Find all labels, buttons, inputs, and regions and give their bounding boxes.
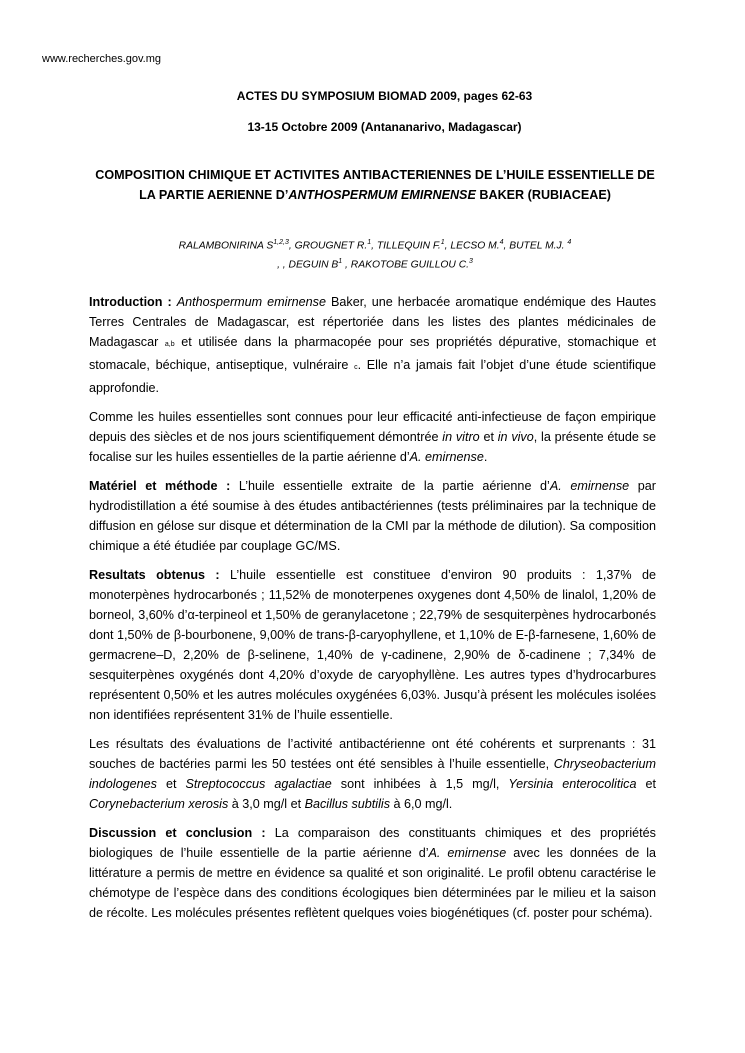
antibacterial-paragraph: [89, 734, 656, 814]
website-url: www.recherches.gov.mg: [42, 53, 162, 65]
context-text-2: et: [479, 430, 498, 444]
author-list: [90, 235, 660, 274]
author-4-affil: 4: [499, 239, 504, 246]
context-text-3: , la présente étude se focalise sur les huiles essentielles de la partie aérienne d’: [89, 430, 656, 464]
conclusion-paragraph: [89, 823, 656, 923]
methods-text-1: L’huile essentielle extraite de la partie aérienne d’: [230, 479, 550, 493]
introduction-heading: Introduction :: [89, 295, 172, 309]
symposium-dates: [12, 120, 745, 135]
introduction-paragraph: [89, 292, 656, 398]
author-2-affil: 1: [367, 239, 372, 246]
title-species: ANTHOSPERMUM EMIRNENSE: [288, 188, 476, 202]
in-vivo: in vivo: [497, 430, 534, 444]
methods-species: A. emirnense: [549, 479, 630, 493]
results-paragraph: [89, 565, 656, 725]
author-4: , LECSO M.: [444, 240, 500, 252]
context-species: A. emirnense: [409, 450, 484, 464]
species-yersinia: Yersinia enterocolitica: [508, 777, 637, 791]
proceedings-title: ACTES DU SYMPOSIUM BIOMAD 2009, pages 62-63: [236, 89, 533, 103]
author-7-affil: 3: [469, 258, 473, 266]
species-chryseobacterium: Chryseobacterium indologenes: [89, 757, 656, 791]
conclusion-text-1: La comparaison des constituants chimiques et des propriétés biologiques de l’huile essentielle de la partie aérienne d’: [89, 826, 656, 860]
antibacterial-text-3: sont inhibées à 1,5 mg/l,: [331, 777, 509, 791]
antibacterial-text-6: à 6,0 mg/l.: [390, 797, 453, 811]
conclusion-species: A. emirnense: [428, 846, 507, 860]
dates-text: 13-15 Octobre 2009 (Antananarivo, Madagascar): [247, 120, 522, 134]
author-6: , , DEGUIN B: [277, 259, 339, 271]
author-6-affil: 1: [338, 258, 343, 266]
species-bacillus: Bacillus subtilis: [304, 797, 390, 811]
author-3-affil: 1: [440, 239, 445, 246]
species-streptococcus: Streptococcus agalactiae: [185, 777, 332, 791]
antibacterial-text-4: et: [636, 777, 656, 791]
paper-title: [90, 165, 660, 205]
antibacterial-text-2: et: [156, 777, 186, 791]
methods-heading: Matériel et méthode :: [89, 479, 231, 493]
conclusion-text-2: avec les données de la littérature a permis de mettre en évidence sa qualité et son originalité. Le profil obtenu caractérise le chémotype de l’espèce dans des conditions écologiques bien déterminées par le milieu et la saison de récolte. Les molécules présentes reflètent quelques voies biogénétiques (cf. poster pour schéma).: [89, 846, 657, 920]
conclusion-heading: Discussion et conclusion :: [89, 826, 266, 840]
author-1-affil: 1,2,3: [273, 239, 289, 246]
intro-text-1: Baker, une herbacée aromatique endémique des Hautes Terres Centrales de Madagascar, est répertoriée dans les listes des plantes médicinales de Madagascar: [89, 295, 656, 349]
methods-text-2: par hydrodistillation a été soumise à des études antibactériennes (tests préliminaires par la technique de diffusion en gélose sur disque et détermination de la CMI par la méthode de dilution). Sa composition chimique a été étudiée par couplage GC/MS.: [89, 479, 656, 553]
results-text: L’huile essentielle est constituee d’environ 90 produits : 1,37% de monoterpènes hydrocarbonés ; 11,52% de monoterpenes oxygenes dont 4,50% de linalol, 1,20% de borneol, 3,60% d’α-terpineol et 1,50% de geranylacetone ; 22,79% de sesquiterpènes hydrocarbonés dont 1,50% de β-bourbonene, 9,00% de trans-β-caryophyllene, et 1,10% de E-β-farnesene, 1,60% de germacrene–D, 2,20% de β-selinene, 1,40% de γ-cadinene, 2,90% de δ-cadinene ; 7,34% de sesquiterpènes oxygénés dont 4,20% d’oxyde de caryophyllène. Les autres types d’hydrocarbures représentent 0,50% et les autres molécules oxygénées 6,03%. Jusqu’à présent les molécules isolées non identifiées représentent 31% de l’huile essentielle.: [89, 568, 656, 722]
abstract-body: [89, 292, 656, 932]
results-heading: Resultats obtenus :: [89, 568, 220, 582]
intro-species: Anthospermum emirnense: [176, 295, 326, 309]
author-5-affil: 4: [567, 239, 572, 246]
in-vitro: in vitro: [442, 430, 480, 444]
title-part-2: BAKER (RUBIACEAE): [475, 188, 611, 202]
context-paragraph: [89, 407, 656, 467]
intro-ref-ab: a,b: [164, 341, 175, 348]
title-part-1: COMPOSITION CHIMIQUE ET ACTIVITES ANTIBACTERIENNES DE L’HUILE ESSENTIELLE DE LA PARTIE AERIENNE D’: [95, 168, 655, 202]
context-text-1: Comme les huiles essentielles sont connues pour leur efficacité anti-infectieuse de façon empirique depuis des siècles et de nos jours scientifiquement démontrée: [89, 410, 656, 444]
context-text-4: .: [483, 450, 488, 464]
proceedings-header: [12, 89, 745, 104]
author-3: , TILLEQUIN F.: [371, 240, 441, 252]
intro-ref-c: c: [354, 364, 358, 371]
antibacterial-text-5: à 3,0 mg/l et: [228, 797, 305, 811]
intro-text-2: et utilisée dans la pharmacopée pour ses propriétés dépurative, stomachique et stomacale, béchique, antiseptique, vulnéraire: [89, 335, 657, 372]
species-corynebacterium: Corynebacterium xerosis: [89, 797, 229, 811]
methods-paragraph: [89, 476, 656, 556]
author-5: , BUTEL M.J.: [503, 240, 568, 252]
author-2: , GROUGNET R.: [288, 240, 368, 252]
antibacterial-text-1: Les résultats des évaluations de l’activité antibactérienne ont été cohérents et surprenants : 31 souches de bactéries parmi les 50 testées ont été sensibles à l’huile essentielle,: [89, 737, 656, 771]
author-1: RALAMBONIRINA S: [178, 240, 274, 252]
intro-text-3: . Elle n’a jamais fait l’objet d’une étude scientifique approfondie.: [89, 358, 656, 395]
author-7: , RAKOTOBE GUILLOU C.: [342, 259, 470, 271]
